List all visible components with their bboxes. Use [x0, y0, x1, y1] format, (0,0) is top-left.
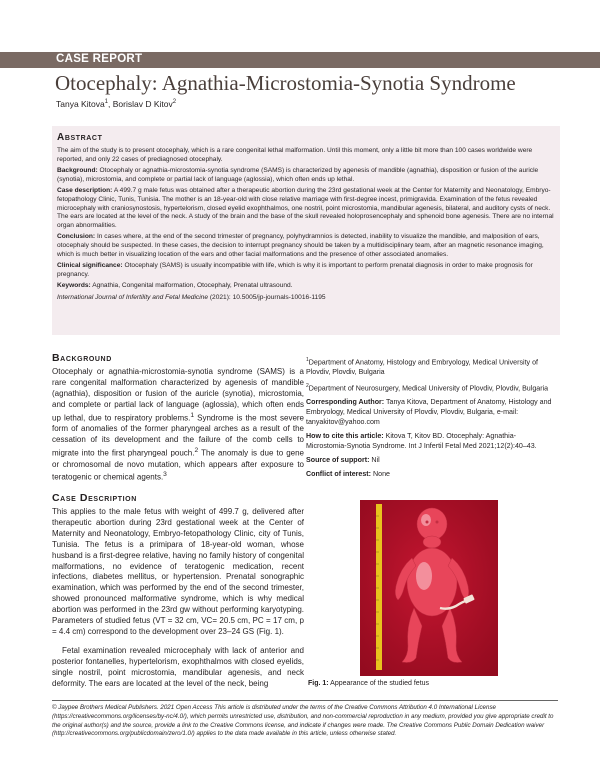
abstract-box — [52, 126, 560, 335]
figure-1 — [308, 496, 556, 676]
author-2: Borislav D Kitov — [112, 99, 173, 109]
abstract-keywords-label: Keywords: — [57, 282, 91, 290]
abstract-conclusion-label: Conclusion: — [57, 233, 96, 241]
right-column — [306, 356, 556, 484]
affiliation-2-number: 2 — [306, 383, 309, 390]
article-title: Otocephaly: Agnathia-Microstomia-Synotia Syndrome — [55, 71, 516, 95]
how-to-cite-label: How to cite this article: — [306, 432, 384, 441]
conflict-of-interest-label: Conflict of interest: — [306, 469, 372, 478]
background-text-2: Syndrome is the most severe form of anomalies of the former pharyngeal arches as a result of the cessation of its development and the failure of the comb cells to migrate into the first pharyngeal pouch. — [52, 413, 305, 458]
abstract-background-label: Background: — [57, 167, 98, 175]
article-type-banner: CASE REPORT — [0, 52, 600, 68]
affiliation-2 — [306, 382, 556, 394]
corresponding-author — [306, 398, 556, 428]
abstract-clinical — [57, 262, 554, 279]
figure-1-label: Fig. 1: — [308, 680, 329, 687]
abstract-clinical-label: Clinical significance: — [57, 262, 123, 270]
abstract-citation — [57, 294, 554, 303]
how-to-cite — [306, 432, 556, 452]
abstract-clinical-text: Otocephaly (SAMS) is usually incompatible with life, which is why it is important to perform prenatal diagnosis in order to make prognosis for pregnancy. — [57, 262, 533, 278]
how-to-cite-text: Kitova T, Kitov BD. Otocephaly: Agnathia-Microstomia-Synotia Syndrome. Int J Infertil Fetal Med 2021;12(2):40–43. — [306, 432, 537, 451]
affiliation-1-text: Department of Anatomy, Histology and Embryology, Medical University of Plovdiv, Plovdiv, Bulgaria — [306, 358, 538, 377]
affiliation-1-number: 1 — [306, 357, 309, 363]
ref-2[interactable]: 2 — [194, 447, 199, 454]
citation-journal: International Journal of Infertility and Fetal Medicine — [57, 293, 209, 301]
background-text-1: Otocephaly or agnathia-microstomia-synotia syndrome (SAMS) is a rare congenital malformation characterized by agenesis of mandible (agnathia), disposition or fusion of the auricle (synotia), microstomia, and complete or partial lack of language (aglossia), which often ends up lethal, due to respiratory problems. — [52, 367, 304, 423]
background-paragraph — [52, 367, 304, 484]
case-paragraph-1: This applies to the male fetus with weight of 499.7 g, delivered after therapeutic abortion during 23rd gestational week at the Center of Maternity and Neonatology, Embryo-fetopathology Clinic, city of Tunis, Tunisia. The fetus is a primipara of 18-year-old woman, whose husband is a first-degree relative, having no family history of congenital malformations, no evidence of teratogenic medication, recent infections, diabetes mellitus, or hypertension. Prenatal sonographic examination, which was performed by the end of the second trimester, showed pronounced malformative syndrome, which is why medical abortion was performed in the 23rd gw without performing karyotyping. Parameters of studied fetus (VT = 32 cm, VC= 20.5 cm, PC = 17 cm, p = 4.4 cm) correspond to the development over 23–24 GS (Fig. 1). — [52, 507, 304, 636]
corresponding-author-text: Tanya Kitova, Department of Anatomy, Histology and Embryology, Medical University of Plovdiv, Plovdiv, Bulgaria, e-mail: tanyakitov@yahoo.com — [306, 398, 552, 427]
ref-1[interactable]: 1 — [190, 411, 195, 419]
author-1-affiliation: 1 — [104, 99, 109, 106]
abstract-intro: The aim of the study is to present otocephaly, which is a rare congenital lethal malformation. Until this moment, only a little bit more than 100 cases worldwide were reported, and only 22 cases of prediagnosed otocephaly. — [57, 147, 533, 163]
abstract-case — [57, 187, 554, 230]
abstract-case-text: A 499.7 g male fetus was obtained after a therapeutic abortion during the 23rd gestational week at the Center for Maternity and Neonatology, Embryo-fetopathology Clinic, Tunis, Tunisia. The mother is an 18-year-old with close relative marriage with first-degree incest, primigravida. Examination of the fetus revealed microcephaly with craniosynostosis, hypertelorism, closed eyelid exophthalmos, one nostril, point microstomia, mandibular agenesis, bilateral, and auditory cysts of neck. The ears are located at the level of the neck. A study of the brain and the base of the skull revealed holoprosencephaly and sphenoid bone agenesis. There are no internal organ abnormalities. — [57, 187, 554, 229]
case-description-heading: Case Description — [52, 492, 137, 505]
abstract-heading: Abstract — [57, 132, 103, 143]
corresponding-author-label: Corresponding Author: — [306, 398, 385, 407]
author-separator: , — [108, 99, 113, 109]
background-heading: Background — [52, 352, 112, 364]
figure-1-caption — [308, 680, 429, 687]
conflict-of-interest — [306, 470, 556, 480]
abstract-conclusion — [57, 233, 554, 259]
affiliation-2-text: Department of Neurosurgery, Medical University of Plovdiv, Plovdiv, Bulgaria — [308, 384, 549, 393]
background-text-3: The anomaly is due to gene or chromosomal de novo mutation, which appears after exposure to teratogenic or chemical agents. — [52, 448, 304, 483]
citation-doi: (2021): 10.5005/jp-journals-10016-1195 — [208, 293, 326, 301]
source-of-support-text: Nil — [369, 455, 380, 464]
author-2-affiliation: 2 — [172, 99, 177, 106]
affiliation-1 — [306, 356, 556, 378]
author-1: Tanya Kitova — [56, 99, 105, 109]
ref-3[interactable]: 3 — [163, 471, 167, 479]
abstract-conclusion-text: In cases where, at the end of the second trimester of pregnancy, polyhydramnios is detected, inability to visualize the mandible, and malposition of ears, otocephaly should be suspected. In these cases, the decision to interrupt pregnancy should be taken by a multidisciplinary team, after an magnetic resonance imaging, which is much better in visualizing location of the ears and other facial malformations and the presence of other associated anomalies. — [57, 233, 544, 258]
abstract-background — [57, 167, 554, 184]
measuring-ruler — [376, 504, 382, 670]
abstract-background-text: Otocephaly or agnathia-microstomia-synotia syndrome (SAMS) is characterized by agenesis of mandible (agnathia), disposition or fusion of the auricle (synotia), microstomia, and complete or partial lack of language (aglossia), which often ends up lethal. — [57, 167, 539, 183]
abstract-keywords — [57, 282, 554, 291]
author-list — [56, 99, 176, 109]
figure-1-caption-text: Appearance of the studied fetus — [328, 680, 430, 687]
abstract-case-label: Case description: — [57, 187, 113, 195]
left-column — [52, 352, 304, 698]
source-of-support — [306, 456, 556, 466]
abstract-keywords-text: Agnathia, Congenital malformation, Otocephaly, Prenatal ultrasound. — [92, 282, 293, 290]
conflict-of-interest-text: None — [371, 469, 390, 478]
source-of-support-label: Source of support: — [306, 455, 370, 464]
license-footer: © Jaypee Brothers Medical Publishers. 2021 Open Access This article is distributed under the terms of the Creative Commons Attribution 4.0 International License (https://creativecommons.org/licenses/by-nc/4.0/), which permits unrestricted use, distribution, and non-commercial reproduction in any medium, provided you give appropriate credit to the original author(s) and the source, provide a link to the Creative Commons license, and indicate if changes were made. The Creative Commons Public Domain Dedication waiver (http://creativecommons.org/publicdomain/zero/1.0/) applies to the data made available in this article, unless otherwise stated. — [52, 704, 554, 738]
case-paragraph-2: Fetal examination revealed microcephaly with lack of anterior and posterior fontanelles, hypertelorism, exophthalmos with closed eyelids, single nostril, point microstomia, mandibular agenesis, and neck deformity. The ears are located at the level of the neck, being — [52, 645, 304, 688]
fetus-photograph — [308, 496, 556, 676]
footer-rule — [52, 700, 558, 701]
